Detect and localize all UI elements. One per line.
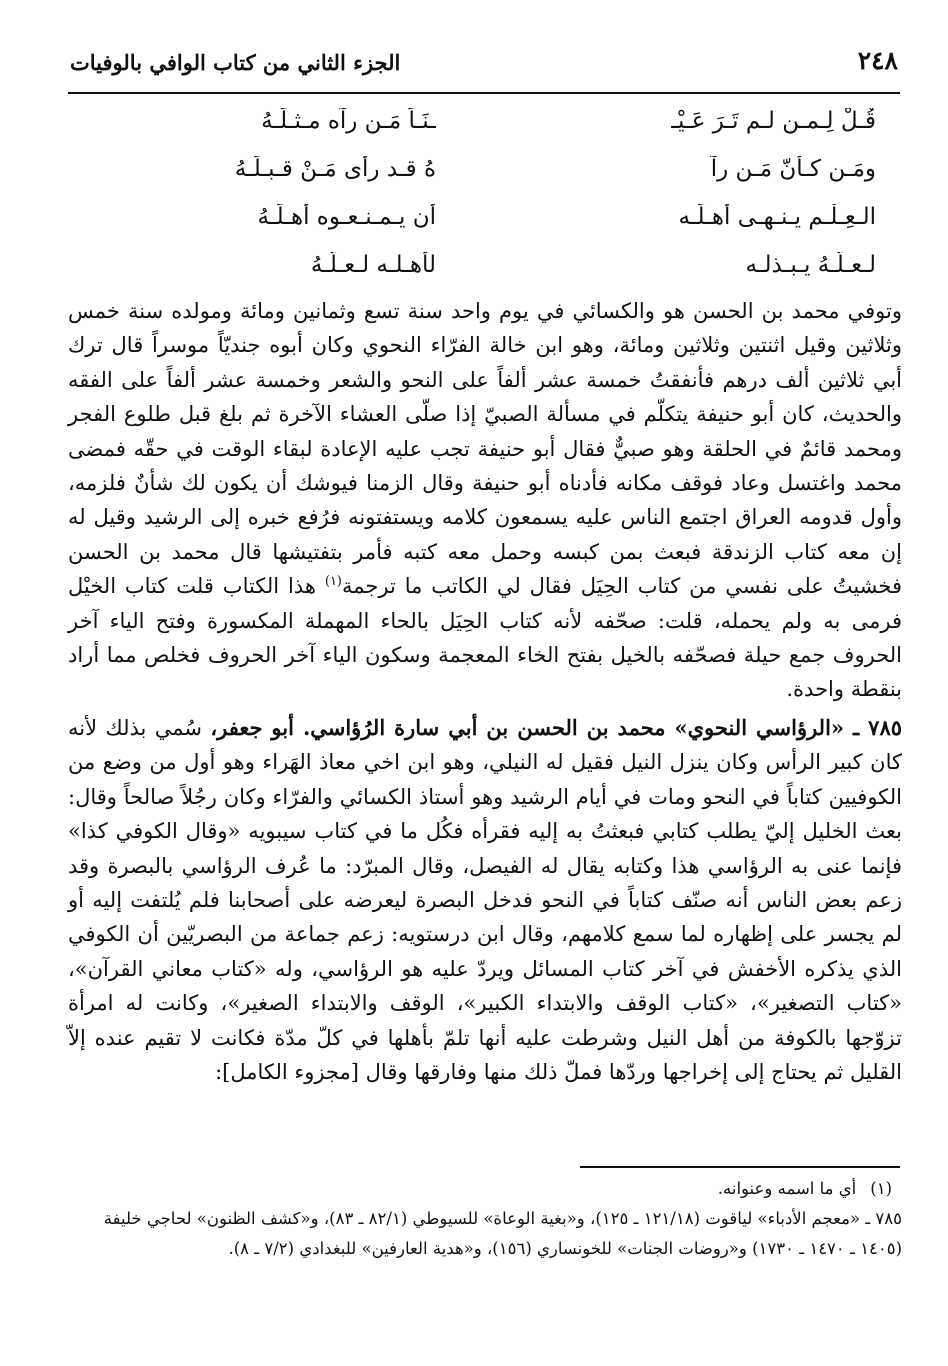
footnote-text: أي ما اسمه وعنوانه.	[717, 1179, 857, 1198]
footnotes	[68, 1174, 902, 1264]
verse-row	[96, 248, 876, 296]
verse-second-hemistich: هُ قـد رأى مَـنْ قـبـلَـهُ	[234, 156, 436, 182]
footnote-sources: ٧٨٥ ـ «معجم الأدباء» لياقوت (١٢١/١٨ ـ ١٢٥)، و«بغية الوعاة» للسيوطي (٨٢/١ ـ ٨٣)، و«كشف الظنون» لحاجي خليفة (١٤٠٥ ـ ١٤٧٠ ـ ١٧٣٠) و«روضات الجنات» للخونساري (١٥٦)، و«هدية العارفين» للبغدادي (٧/٢ ـ ٨).	[103, 1209, 902, 1258]
verse-first-hemistich: قُـلْ لِـمـن لـم تَـرَ عَـيْـ	[671, 108, 876, 134]
verse-first-hemistich: لـعـلَّـهُ يـبـذلـه	[745, 252, 876, 278]
footnote-reference[interactable]: (١)	[324, 574, 342, 590]
paragraph-text: وتوفي محمد بن الحسن هو والكسائي في يوم واحد سنة تسع وثمانين ومائة ومولده سنة خمس وثلاثين وقيل اثنتين وثلاثين ومائة، وهو ابن خالة الفرّاء النحوي وكان أبوه جنديّاً موسراً قال ترك أبي ثلاثين ألف درهم فأنفقتُ خمسة عشر ألفاً على النحو والشعر وخمسة عشر ألفاً على الفقه والحديث، كان أبو حنيفة يتكلّم في مسألة الصبيّ إذا صلّى العشاء الآخرة ثم بلغ قبل طلوع الفجر ومحمد قائمٌ في الحلقة وهو صبيٌّ فقال أبو حنيفة تجب عليه الإعادة لبقاء الوقت في حقّه فمضى محمد واغتسل وعاد فوقف مكانه فأدناه أبو حنيفة وقال الزمنا فيوشك أن يكون لك شأنٌ فلزمه، وأول قدومه العراق اجتمع الناس عليه يسمعون كلامه ويستفتونه فرُفع خبره إلى الرشيد وقيل له إن معه كتاب الزندقة فبعث بمن كبسه وحمل معه كتبه فأمر بتفتيشها قال محمد بن الحسن فخشيتُ على نفسي من كتاب الحِيَل فقال لي الكاتب ما ترجمة	[68, 299, 902, 599]
page-header	[68, 40, 900, 94]
page-number: ٢٤٨	[857, 46, 898, 75]
main-text	[68, 294, 902, 1089]
verse-row	[96, 104, 876, 152]
verse-first-hemistich: ومَـن كـأنّ مَـن رآ	[710, 156, 876, 182]
paragraph	[68, 294, 902, 707]
verse-second-hemistich: لأهـلـه لـعـلَّـهُ	[310, 252, 436, 278]
verse-first-hemistich: الـعِـلْـم يـنـهـى أهـلَـه	[678, 204, 876, 230]
verse-second-hemistich: ـنَـاً مَـن رآه مـثـلَـهُ	[261, 108, 436, 134]
entry-heading: ٧٨٥ ـ «الرؤاسي النحوي» محمد بن الحسن بن أبي سارة الرُؤاسي. أبو جعفر،	[210, 714, 903, 740]
footnote-divider	[580, 1166, 900, 1168]
running-head: الجزء الثاني من كتاب الوافي بالوفيات	[70, 50, 401, 75]
footnote-mark: (١)	[870, 1179, 892, 1198]
verse-row	[96, 200, 876, 248]
poem-block	[96, 104, 876, 296]
footnote	[68, 1174, 902, 1204]
verse-row	[96, 152, 876, 200]
verse-second-hemistich: أن يـمـنـعـوه أهـلَـهُ	[257, 204, 436, 230]
biography-entry	[68, 711, 902, 1089]
entry-text: سُمي بذلك لأنه كان كبير الرأس وكان ينزل النيل فقيل له النيلي، وهو ابن اخي معاذ الهَراء وهو أول من وضع من الكوفيين كتاباً في النحو ومات في أيام الرشيد وهو أستاذ الكسائي والفرّاء وكان رجُلاً صالحاً وقال: بعث الخليل إليّ يطلب كتابي فبعثتُ به إليه فقرأه فكُل ما في كتاب سيبويه «وقال الكوفي كذا» فإنما عنى به الرؤاسي هذا وكتابه يقال له الفيصل، وقال المبرّد: ما عُرف الرؤاسي بالبصرة وقد زعم بعض الناس أنه صنّف كتاباً في النحو فدخل البصرة ليعرضه على أصحابنا فلم يُلتفت إليه أو لم يجسر على إظهاره لما سمع كلامهم، وقال ابن درستويه: زعم جماعة من البصريّين أن الكوفي الذي يذكره الأخفش في آخر كتاب المسائل ويردّ عليه هو الرؤاسي، وله «كتاب معاني القرآن»، «كتاب التصغير»، «كتاب الوقف والابتداء الكبير»، الوقف والابتداء الصغير»، وكانت له امرأة تزوّجها بالكوفة من أهل النيل وشرطت عليه أنها تلمّ بأهلها في كلّ مدّة فكانت لا تقيم عنده إلاّ القليل ثم يحتاج إلى إخراجها وردّها فملّ ذلك منها وفارقها وقال [مجزوء الكامل]:	[68, 715, 902, 1084]
paragraph-text: هذا الكتاب قلت كتاب الخيْل فرمى به ولم يحمله، قلت: صحّفه لأنه كتاب الحِيَل بالحاء المهملة المكسورة وفتح الياء آخر الحروف جمع حيلة فصحّفه بالخيل بفتح الخاء المعجمة وسكون الياء آخر الحروف فخلص مما أراد بنقطة واحدة.	[68, 574, 902, 702]
